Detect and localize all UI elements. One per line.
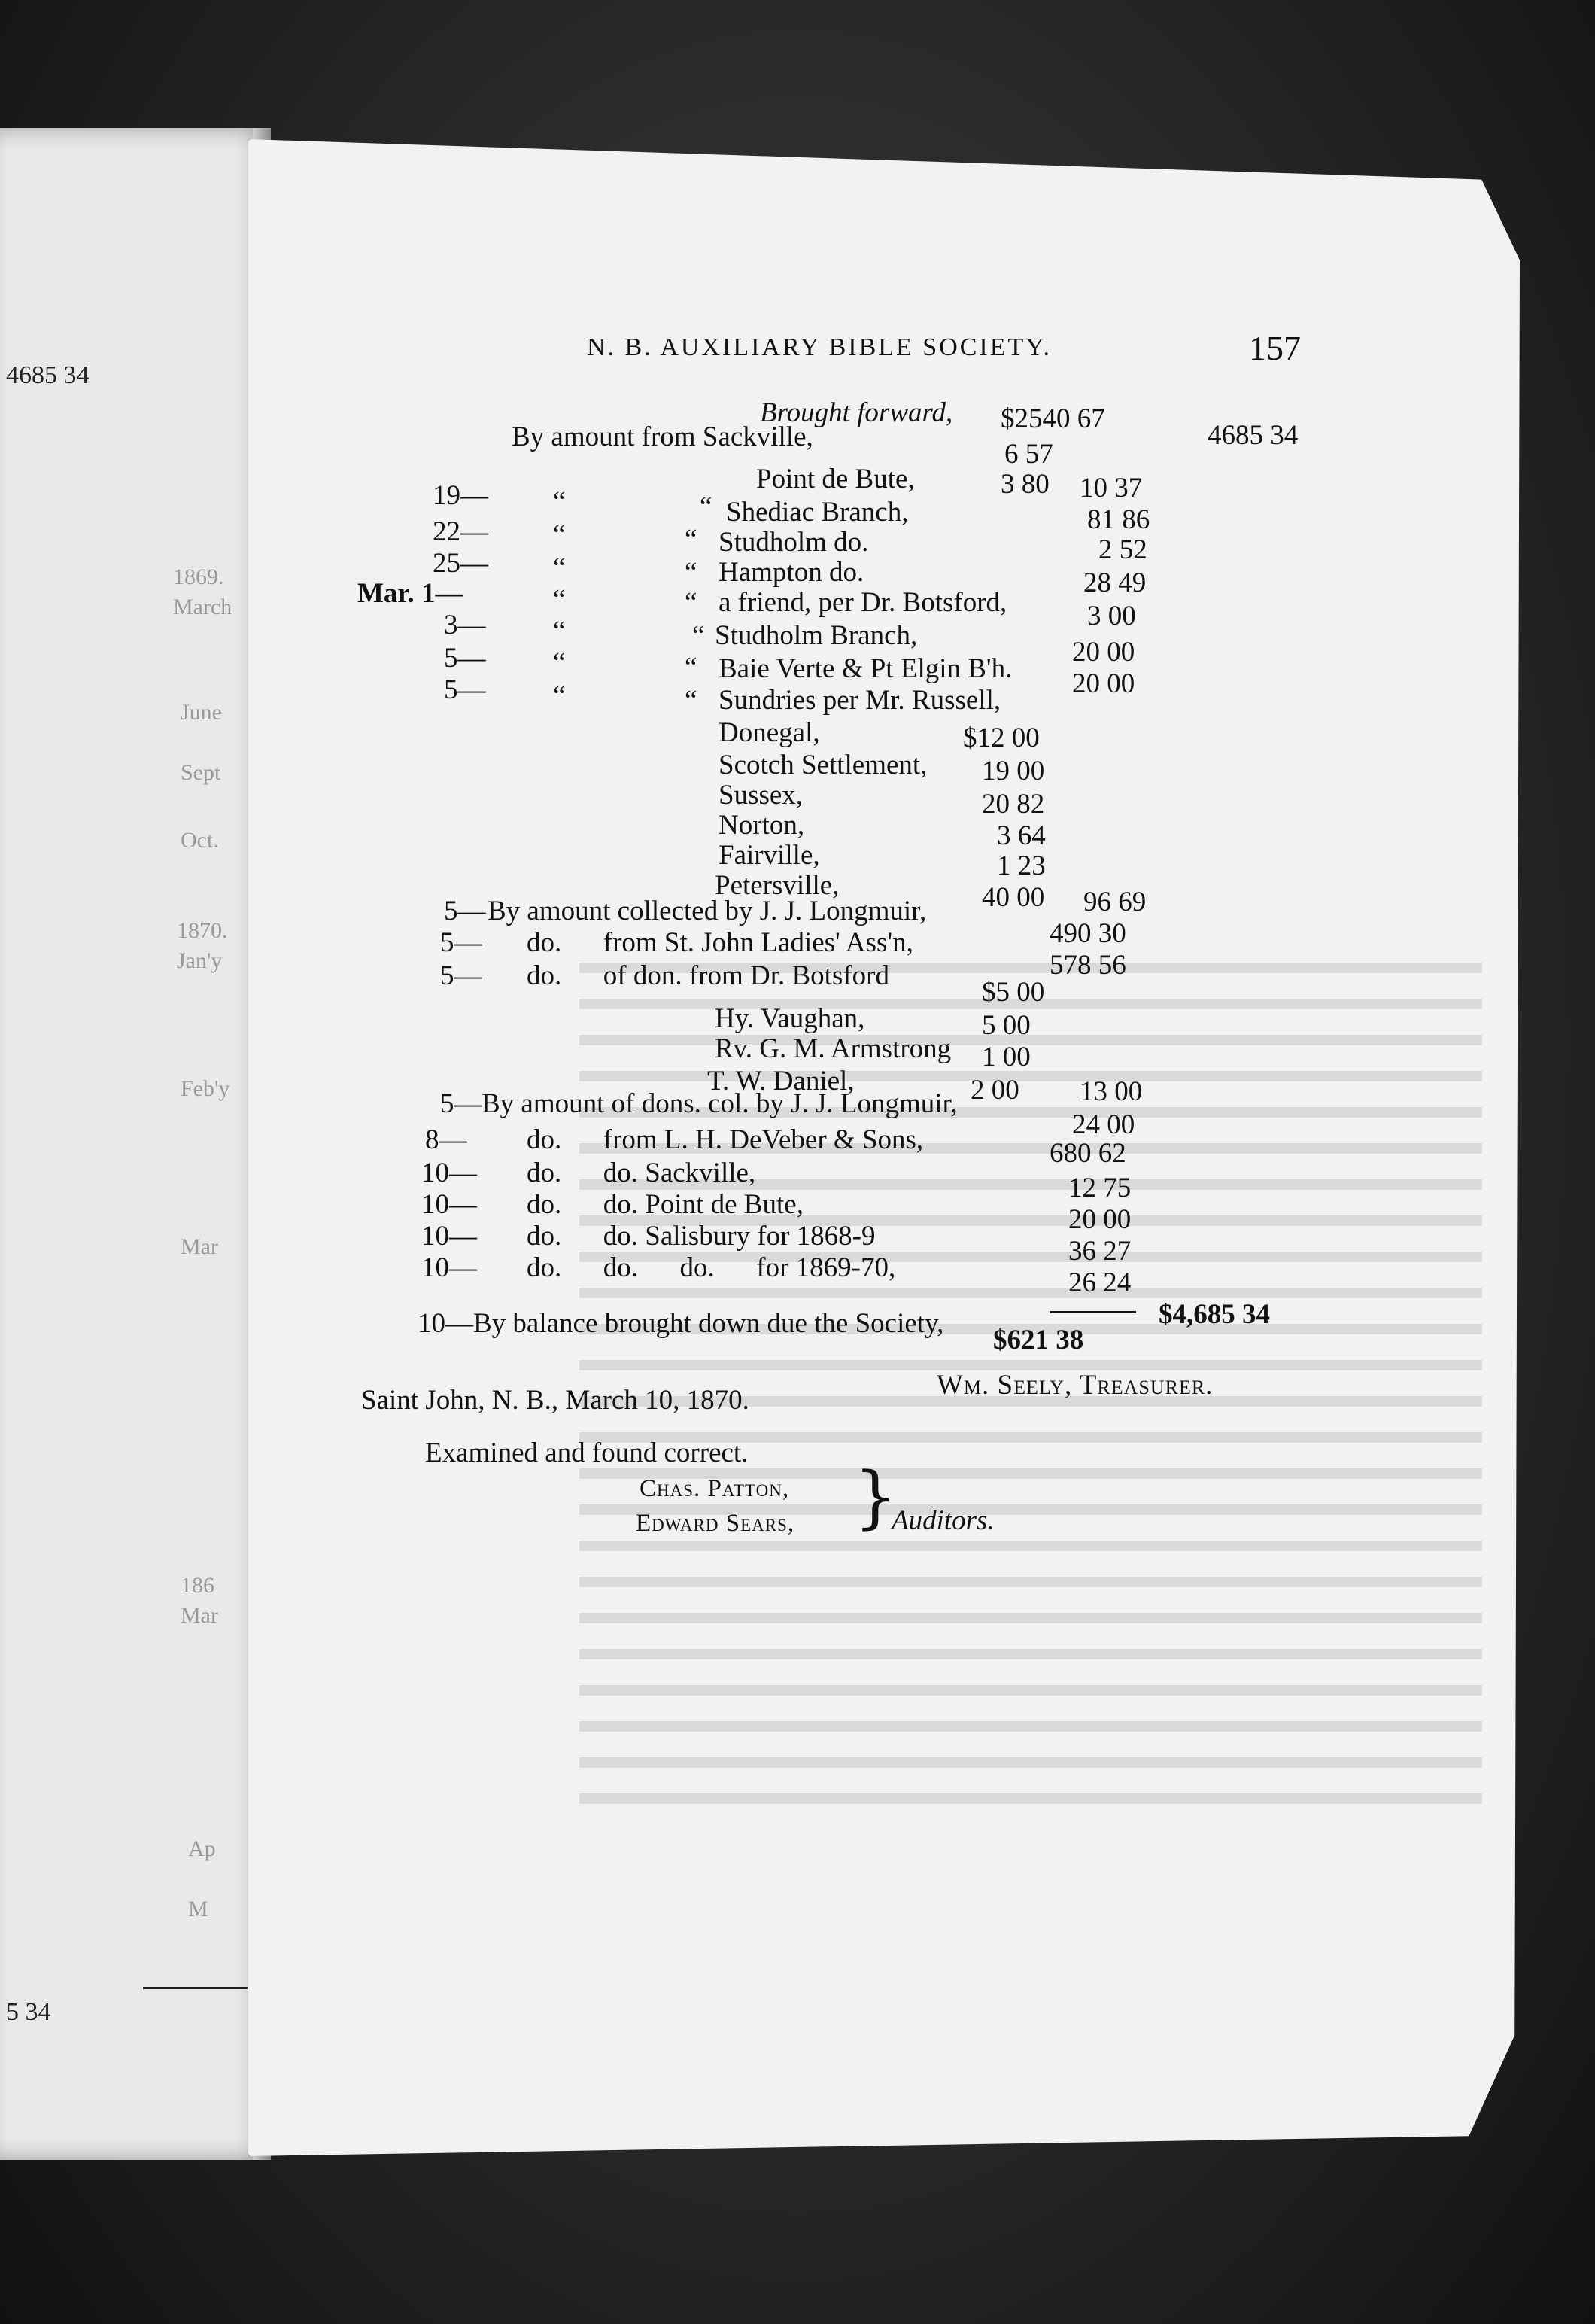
ledger-amount-total: 20 00 xyxy=(1068,1204,1132,1235)
ledger-text: do. do. Sackville, xyxy=(527,1157,756,1188)
left-page-fragment: Sept xyxy=(181,760,221,785)
ledger-amount-total: 24 00 xyxy=(1072,1109,1135,1140)
ledger-amount: 6 57 xyxy=(1004,439,1053,470)
balance-line: 10—By balance brought down due the Society, xyxy=(418,1308,944,1339)
ledger-amount: 1 23 xyxy=(997,850,1046,881)
ledger-date: 8— xyxy=(425,1124,467,1155)
left-page-fragment: Mar xyxy=(181,1603,218,1628)
ledger-text: By amount collected by J. J. Longmuir, xyxy=(488,896,927,926)
ledger-date: 10— xyxy=(421,1221,477,1252)
left-page-fragment: June xyxy=(181,700,222,725)
left-page-fragment: Mar xyxy=(181,1234,218,1259)
left-page-total-top: 4685 34 xyxy=(6,361,90,389)
ledger-amount-total: 26 24 xyxy=(1068,1267,1132,1298)
ledger-date: 5— xyxy=(440,1088,482,1119)
ledger-amount: $5 00 xyxy=(982,977,1045,1008)
ditto-mark: “ xyxy=(700,491,712,522)
auditors-brace: } xyxy=(854,1458,898,1537)
auditors-label: Auditors. xyxy=(892,1505,995,1536)
ledger-text: Donegal, xyxy=(719,717,820,748)
ledger-text: a friend, per Dr. Botsford, xyxy=(719,587,1007,618)
ledger-text: Baie Verte & Pt Elgin B'h. xyxy=(719,653,1013,684)
ditto-mark: “ xyxy=(685,652,697,683)
left-page-fragment: Jan'y xyxy=(177,948,223,973)
ledger-text: do. of don. from Dr. Botsford xyxy=(527,960,889,991)
balance-amount: $621 38 xyxy=(993,1325,1084,1355)
ledger-amount: 1 00 xyxy=(982,1042,1031,1072)
ledger-amount: 20 82 xyxy=(982,789,1045,820)
ledger-text: By amount from Sackville, xyxy=(512,421,813,452)
sum-rule xyxy=(1050,1311,1136,1313)
ledger-date: 10— xyxy=(421,1189,477,1220)
ledger-text: By amount of dons. col. by J. J. Longmuir, xyxy=(482,1088,958,1119)
ledger-date: 19— xyxy=(433,480,488,511)
ledger-amount-total: 20 00 xyxy=(1072,637,1135,668)
left-page-fragment: 1869. xyxy=(173,564,224,589)
ledger-text: do. do. do. for 1869-70, xyxy=(527,1252,896,1283)
ledger-text: Hy. Vaughan, xyxy=(715,1003,865,1034)
ledger-text: Sundries per Mr. Russell, xyxy=(719,685,1001,716)
ledger-date: Mar. 1— xyxy=(357,578,463,609)
ledger-amount: 3 80 xyxy=(1001,469,1050,500)
examined-statement: Examined and found correct. xyxy=(425,1437,749,1468)
ditto-mark: “ xyxy=(685,685,697,716)
running-header: N. B. AUXILIARY BIBLE SOCIETY. xyxy=(587,333,1052,361)
ledger-date: 5— xyxy=(440,927,482,958)
ledger-amount-total: 36 27 xyxy=(1068,1236,1132,1267)
ledger-amount-total: 10 37 xyxy=(1080,473,1143,503)
ledger-amount: 19 00 xyxy=(982,756,1045,786)
ledger-amount-total: 28 49 xyxy=(1083,567,1147,598)
ditto-mark: “ xyxy=(685,557,697,588)
ditto-mark: “ xyxy=(685,524,697,555)
ditto-mark: “ xyxy=(553,552,566,583)
brought-forward-amount: $2540 67 xyxy=(1001,403,1105,434)
left-page-total-bottom: 5 34 xyxy=(6,1998,51,2026)
auditor-name: Edward Sears, xyxy=(636,1510,795,1537)
ledger-date: 10— xyxy=(421,1157,477,1188)
ledger-text: Studholm Branch, xyxy=(715,620,918,651)
ledger-text: Norton, xyxy=(719,810,805,841)
ledger-text: Point de Bute, xyxy=(756,464,915,494)
ledger-amount-total: 81 86 xyxy=(1087,504,1150,535)
ledger-text: Scotch Settlement, xyxy=(719,750,928,780)
ditto-mark: “ xyxy=(685,587,697,618)
left-page-rule xyxy=(143,1987,248,1989)
ditto-mark: “ xyxy=(553,584,566,615)
ledger-amount: 3 64 xyxy=(997,820,1046,851)
page-number: 157 xyxy=(1249,329,1301,367)
ledger-date: 25— xyxy=(433,548,488,579)
left-page-fragment: Ap xyxy=(188,1836,216,1861)
ledger-amount-total: 13 00 xyxy=(1080,1076,1143,1107)
grand-total: $4,685 34 xyxy=(1159,1299,1270,1330)
ledger-text: T. W. Daniel, xyxy=(707,1066,855,1097)
ledger-date: 5— xyxy=(444,896,486,926)
ledger-date: 10— xyxy=(421,1252,477,1283)
ledger-text: Hampton do. xyxy=(719,557,864,588)
ledger-amount: 40 00 xyxy=(982,882,1045,913)
ditto-mark: “ xyxy=(553,486,566,517)
ditto-mark: “ xyxy=(692,620,705,651)
ledger-text: Sussex, xyxy=(719,780,804,811)
ledger-text: do. do. Salisbury for 1868-9 xyxy=(527,1221,876,1252)
ledger-amount-total: 96 69 xyxy=(1083,887,1147,917)
ledger-date: 22— xyxy=(433,516,488,547)
ledger-amount-total: 680 62 xyxy=(1050,1138,1126,1169)
brought-forward-label: Brought forward, xyxy=(760,397,953,428)
auditor-name: Chas. Patton, xyxy=(640,1475,790,1502)
ledger-amount: 2 00 xyxy=(971,1075,1019,1106)
ledger-amount-total: 2 52 xyxy=(1098,534,1147,565)
ledger-text: do. do. Point de Bute, xyxy=(527,1189,804,1220)
left-page-fragment: March xyxy=(173,595,232,619)
ledger-text: Petersville, xyxy=(715,870,840,901)
ledger-text: do. from L. H. DeVeber & Sons, xyxy=(527,1124,924,1155)
left-page-fragment: M xyxy=(188,1897,208,1921)
ledger-text: Studholm do. xyxy=(719,527,869,558)
ledger-text: Shediac Branch, xyxy=(726,497,909,528)
brought-forward-total: 4685 34 xyxy=(1208,420,1299,451)
ledger-amount-total: 578 56 xyxy=(1050,950,1126,981)
place-date: Saint John, N. B., March 10, 1870. xyxy=(361,1385,749,1416)
ditto-mark: “ xyxy=(553,519,566,550)
ledger-text: do. from St. John Ladies' Ass'n, xyxy=(527,927,913,958)
ledger-amount: 5 00 xyxy=(982,1010,1031,1041)
ledger-date: 5— xyxy=(444,643,486,674)
ledger-amount-total: 3 00 xyxy=(1087,601,1136,631)
ditto-mark: “ xyxy=(553,647,566,678)
ledger-amount: $12 00 xyxy=(963,722,1040,753)
left-page-fragment: Oct. xyxy=(181,828,219,853)
ledger-amount-total: 12 75 xyxy=(1068,1173,1132,1203)
ledger-date: 5— xyxy=(444,674,486,705)
ledger-date: 5— xyxy=(440,960,482,991)
ledger-amount-total: 490 30 xyxy=(1050,918,1126,949)
left-page-fragment: 1870. xyxy=(177,918,228,943)
left-page-fragment: Feb'y xyxy=(181,1076,230,1101)
treasurer-signature: Wm. Seely, Treasurer. xyxy=(937,1370,1214,1401)
ledger-text: Fairville, xyxy=(719,840,820,871)
ditto-mark: “ xyxy=(553,616,566,646)
left-page-fragment: 186 xyxy=(181,1573,214,1598)
ledger-amount-total: 20 00 xyxy=(1072,668,1135,699)
ledger-date: 3— xyxy=(444,610,486,640)
ledger-text: Rv. G. M. Armstrong xyxy=(715,1033,952,1064)
left-page xyxy=(0,128,271,2160)
ditto-mark: “ xyxy=(553,680,566,711)
